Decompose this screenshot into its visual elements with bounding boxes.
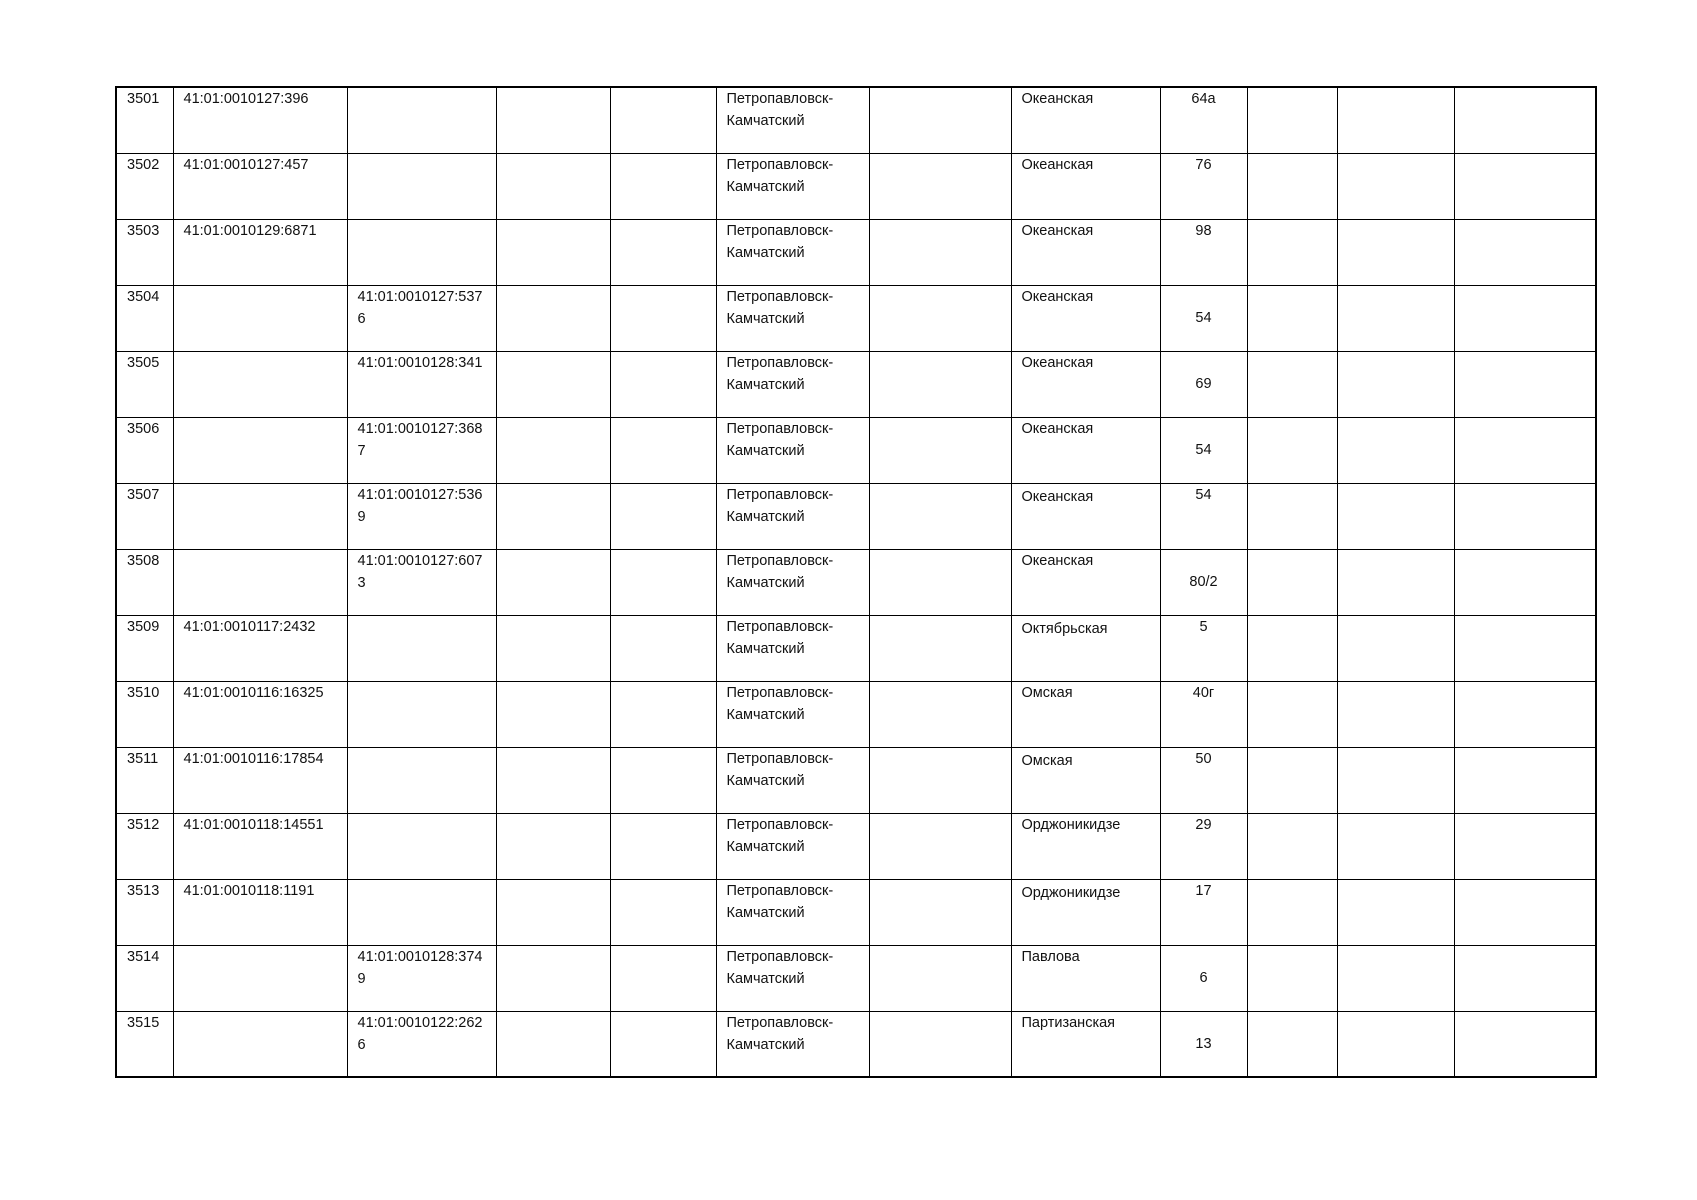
parcel-cadastral-number-cell-text: 41:01:0010118:1191 [183, 882, 315, 899]
parcel-cadastral-number-cell [173, 549, 347, 615]
table-row [116, 285, 1596, 351]
house-number-cell-text: 6 [1199, 970, 1208, 986]
building-cadastral-number-cell-text: 41:01:0010127:5369 [357, 486, 483, 525]
empty-cell-col10 [1247, 945, 1337, 1011]
row-number-cell [116, 285, 173, 351]
city-cell-text: Петропавловск-Камчатский [726, 288, 834, 327]
house-number-cell-text: 50 [1195, 750, 1212, 767]
row-number-cell-text: 3513 [127, 882, 160, 899]
city-cell [716, 879, 869, 945]
street-cell-text: Океанская [1021, 288, 1094, 305]
empty-cell-col12 [1454, 87, 1596, 153]
street-cell [1011, 153, 1160, 219]
city-cell [716, 813, 869, 879]
empty-cell-col11 [1337, 483, 1454, 549]
table-row [116, 351, 1596, 417]
city-cell-text: Петропавловск-Камчатский [726, 816, 834, 855]
city-cell [716, 417, 869, 483]
table-row [116, 483, 1596, 549]
city-cell-text: Петропавловск-Камчатский [726, 684, 834, 723]
empty-cell-col12 [1454, 153, 1596, 219]
row-number-cell [116, 945, 173, 1011]
city-cell-text: Петропавловск-Камчатский [726, 618, 834, 657]
table-row [116, 1011, 1596, 1077]
row-number-cell-text: 3502 [127, 156, 160, 173]
city-cell [716, 483, 869, 549]
street-cell [1011, 87, 1160, 153]
city-cell-text: Петропавловск-Камчатский [726, 948, 834, 987]
house-number-cell [1160, 285, 1247, 351]
city-cell-text: Петропавловск-Камчатский [726, 750, 834, 789]
parcel-cadastral-number-cell-text: 41:01:0010127:396 [183, 91, 309, 107]
empty-cell-col11 [1337, 87, 1454, 153]
empty-cell-col7 [869, 945, 1011, 1011]
city-cell [716, 681, 869, 747]
building-cadastral-number-cell [347, 945, 496, 1011]
empty-cell-col10 [1247, 285, 1337, 351]
empty-cell-col4 [496, 219, 610, 285]
parcel-cadastral-number-cell-text: 41:01:0010118:14551 [183, 816, 324, 833]
empty-cell-col7 [869, 219, 1011, 285]
house-number-cell-text: 54 [1195, 486, 1212, 503]
empty-cell-col10 [1247, 615, 1337, 681]
street-cell-text: Океанская [1021, 552, 1094, 569]
house-number-cell [1160, 747, 1247, 813]
street-cell [1011, 219, 1160, 285]
empty-cell-col11 [1337, 219, 1454, 285]
empty-cell-col10 [1247, 219, 1337, 285]
row-number-cell [116, 615, 173, 681]
empty-cell-col5 [610, 615, 716, 681]
empty-cell-col10 [1247, 681, 1337, 747]
row-number-cell [116, 153, 173, 219]
empty-cell-col12 [1454, 549, 1596, 615]
city-cell [716, 747, 869, 813]
row-number-cell [116, 747, 173, 813]
city-cell-text: Петропавловск-Камчатский [726, 156, 834, 195]
street-cell-text: Океанская [1021, 156, 1094, 173]
empty-cell-col11 [1337, 945, 1454, 1011]
house-number-cell-text: 98 [1195, 222, 1212, 239]
street-cell [1011, 681, 1160, 747]
empty-cell-col4 [496, 153, 610, 219]
empty-cell-col12 [1454, 219, 1596, 285]
empty-cell-col4 [496, 813, 610, 879]
street-cell-text: Омская [1021, 752, 1073, 769]
empty-cell-col7 [869, 747, 1011, 813]
empty-cell-col10 [1247, 483, 1337, 549]
building-cadastral-number-cell [347, 285, 496, 351]
parcel-cadastral-number-cell [173, 945, 347, 1011]
empty-cell-col4 [496, 681, 610, 747]
parcel-cadastral-number-cell [173, 417, 347, 483]
empty-cell-col7 [869, 813, 1011, 879]
row-number-cell-text: 3512 [127, 816, 160, 833]
table-body [116, 87, 1596, 1077]
house-number-cell-text: 69 [1195, 376, 1212, 392]
parcel-cadastral-number-cell [173, 813, 347, 879]
empty-cell-col5 [610, 483, 716, 549]
empty-cell-col7 [869, 483, 1011, 549]
street-cell [1011, 285, 1160, 351]
house-number-cell [1160, 87, 1247, 153]
house-number-cell [1160, 1011, 1247, 1077]
street-cell [1011, 813, 1160, 879]
empty-cell-col11 [1337, 285, 1454, 351]
city-cell-text: Петропавловск-Камчатский [726, 882, 834, 921]
row-number-cell-text: 3509 [127, 618, 160, 635]
parcel-cadastral-number-cell [173, 219, 347, 285]
parcel-cadastral-number-cell-text: 41:01:0010129:6871 [183, 222, 317, 239]
house-number-cell-text: 5 [1199, 618, 1208, 635]
empty-cell-col7 [869, 681, 1011, 747]
empty-cell-col12 [1454, 1011, 1596, 1077]
house-number-cell-text: 13 [1195, 1035, 1212, 1052]
row-number-cell [116, 1011, 173, 1077]
street-cell-text: Океанская [1021, 488, 1094, 505]
empty-cell-col11 [1337, 549, 1454, 615]
building-cadastral-number-cell [347, 879, 496, 945]
parcel-cadastral-number-cell [173, 747, 347, 813]
street-cell [1011, 1011, 1160, 1077]
empty-cell-col10 [1247, 87, 1337, 153]
empty-cell-col5 [610, 1011, 716, 1077]
house-number-cell [1160, 351, 1247, 417]
building-cadastral-number-cell-text: 41:01:0010128:3749 [357, 948, 483, 987]
building-cadastral-number-cell-text: 41:01:0010128:341 [357, 354, 483, 371]
parcel-cadastral-number-cell [173, 483, 347, 549]
street-cell-text: Океанская [1021, 420, 1094, 437]
empty-cell-col7 [869, 351, 1011, 417]
city-cell [716, 351, 869, 417]
empty-cell-col4 [496, 879, 610, 945]
city-cell-text: Петропавловск-Камчатский [726, 91, 834, 129]
empty-cell-col11 [1337, 879, 1454, 945]
building-cadastral-number-cell [347, 747, 496, 813]
row-number-cell-text: 3515 [127, 1014, 160, 1031]
building-cadastral-number-cell [347, 417, 496, 483]
house-number-cell-text: 29 [1195, 816, 1212, 833]
empty-cell-col12 [1454, 417, 1596, 483]
city-cell-text: Петропавловск-Камчатский [726, 1014, 834, 1053]
house-number-cell [1160, 153, 1247, 219]
empty-cell-col7 [869, 87, 1011, 153]
building-cadastral-number-cell [347, 153, 496, 219]
city-cell [716, 1011, 869, 1077]
row-number-cell [116, 813, 173, 879]
building-cadastral-number-cell [347, 549, 496, 615]
table-row [116, 87, 1596, 153]
row-number-cell [116, 681, 173, 747]
address-registry-table [115, 86, 1597, 1078]
street-cell [1011, 483, 1160, 549]
empty-cell-col12 [1454, 747, 1596, 813]
street-cell-text: Орджоникидзе [1021, 884, 1121, 901]
empty-cell-col5 [610, 681, 716, 747]
row-number-cell-text: 3510 [127, 684, 160, 701]
empty-cell-col12 [1454, 285, 1596, 351]
row-number-cell-text: 3504 [127, 288, 160, 305]
empty-cell-col5 [610, 945, 716, 1011]
empty-cell-col5 [610, 549, 716, 615]
house-number-cell [1160, 945, 1247, 1011]
table-row [116, 153, 1596, 219]
empty-cell-col5 [610, 351, 716, 417]
empty-cell-col5 [610, 879, 716, 945]
empty-cell-col5 [610, 747, 716, 813]
parcel-cadastral-number-cell [173, 153, 347, 219]
parcel-cadastral-number-cell-text: 41:01:0010117:2432 [183, 618, 316, 635]
table-row [116, 813, 1596, 879]
empty-cell-col10 [1247, 153, 1337, 219]
street-cell-text: Омская [1021, 684, 1073, 701]
row-number-cell [116, 483, 173, 549]
street-cell-text: Партизанская [1021, 1014, 1116, 1031]
house-number-cell [1160, 879, 1247, 945]
building-cadastral-number-cell [347, 483, 496, 549]
empty-cell-col12 [1454, 879, 1596, 945]
house-number-cell [1160, 549, 1247, 615]
empty-cell-col12 [1454, 615, 1596, 681]
city-cell [716, 615, 869, 681]
empty-cell-col7 [869, 153, 1011, 219]
table-row [116, 417, 1596, 483]
city-cell-text: Петропавловск-Камчатский [726, 222, 834, 261]
empty-cell-col7 [869, 417, 1011, 483]
empty-cell-col12 [1454, 813, 1596, 879]
empty-cell-col10 [1247, 747, 1337, 813]
empty-cell-col4 [496, 615, 610, 681]
empty-cell-col4 [496, 483, 610, 549]
parcel-cadastral-number-cell-text: 41:01:0010116:17854 [183, 750, 324, 767]
empty-cell-col11 [1337, 747, 1454, 813]
street-cell [1011, 549, 1160, 615]
street-cell-text: Орджоникидзе [1021, 816, 1121, 833]
empty-cell-col10 [1247, 549, 1337, 615]
building-cadastral-number-cell-text: 41:01:0010127:3687 [357, 420, 483, 459]
empty-cell-col11 [1337, 417, 1454, 483]
parcel-cadastral-number-cell [173, 1011, 347, 1077]
row-number-cell-text: 3506 [127, 420, 160, 437]
empty-cell-col5 [610, 417, 716, 483]
city-cell [716, 153, 869, 219]
street-cell [1011, 945, 1160, 1011]
city-cell [716, 219, 869, 285]
empty-cell-col4 [496, 351, 610, 417]
empty-cell-col4 [496, 945, 610, 1011]
building-cadastral-number-cell [347, 219, 496, 285]
empty-cell-col11 [1337, 681, 1454, 747]
street-cell-text: Океанская [1021, 91, 1094, 107]
row-number-cell-text: 3508 [127, 552, 160, 569]
building-cadastral-number-cell-text: 41:01:0010127:5376 [357, 288, 483, 327]
empty-cell-col10 [1247, 813, 1337, 879]
parcel-cadastral-number-cell [173, 879, 347, 945]
empty-cell-col10 [1247, 417, 1337, 483]
house-number-cell [1160, 483, 1247, 549]
street-cell [1011, 351, 1160, 417]
house-number-cell [1160, 417, 1247, 483]
empty-cell-col7 [869, 549, 1011, 615]
row-number-cell-text: 3514 [127, 948, 160, 965]
empty-cell-col7 [869, 1011, 1011, 1077]
street-cell [1011, 747, 1160, 813]
empty-cell-col4 [496, 1011, 610, 1077]
empty-cell-col7 [869, 879, 1011, 945]
city-cell [716, 945, 869, 1011]
house-number-cell [1160, 615, 1247, 681]
street-cell-text: Океанская [1021, 354, 1094, 371]
city-cell-text: Петропавловск-Камчатский [726, 486, 834, 525]
parcel-cadastral-number-cell [173, 285, 347, 351]
house-number-cell-text: 40г [1192, 684, 1215, 701]
house-number-cell-text: 17 [1195, 882, 1212, 899]
house-number-cell-text: 54 [1195, 310, 1212, 326]
house-number-cell [1160, 219, 1247, 285]
building-cadastral-number-cell [347, 351, 496, 417]
empty-cell-col5 [610, 219, 716, 285]
empty-cell-col4 [496, 747, 610, 813]
row-number-cell [116, 879, 173, 945]
house-number-cell [1160, 813, 1247, 879]
building-cadastral-number-cell [347, 87, 496, 153]
building-cadastral-number-cell [347, 813, 496, 879]
building-cadastral-number-cell-text: 41:01:0010127:6073 [357, 552, 483, 591]
row-number-cell [116, 351, 173, 417]
parcel-cadastral-number-cell-text: 41:01:0010127:457 [183, 156, 309, 173]
house-number-cell [1160, 681, 1247, 747]
row-number-cell [116, 219, 173, 285]
street-cell-text: Океанская [1021, 222, 1094, 239]
city-cell [716, 549, 869, 615]
table-row [116, 219, 1596, 285]
empty-cell-col4 [496, 417, 610, 483]
row-number-cell [116, 417, 173, 483]
parcel-cadastral-number-cell [173, 615, 347, 681]
empty-cell-col11 [1337, 813, 1454, 879]
building-cadastral-number-cell [347, 681, 496, 747]
street-cell-text: Павлова [1021, 948, 1080, 965]
row-number-cell [116, 549, 173, 615]
house-number-cell-text: 54 [1195, 442, 1212, 458]
empty-cell-col12 [1454, 681, 1596, 747]
house-number-cell-text: 76 [1195, 156, 1212, 173]
registry-table-container [115, 86, 1595, 1078]
empty-cell-col12 [1454, 351, 1596, 417]
table-row [116, 747, 1596, 813]
street-cell-text: Октябрьская [1021, 620, 1108, 637]
city-cell [716, 87, 869, 153]
empty-cell-col4 [496, 549, 610, 615]
building-cadastral-number-cell-text: 41:01:0010122:2626 [357, 1014, 483, 1053]
empty-cell-col10 [1247, 351, 1337, 417]
parcel-cadastral-number-cell [173, 681, 347, 747]
empty-cell-col5 [610, 813, 716, 879]
street-cell [1011, 615, 1160, 681]
row-number-cell-text: 3507 [127, 486, 160, 503]
empty-cell-col12 [1454, 483, 1596, 549]
empty-cell-col7 [869, 285, 1011, 351]
row-number-cell-text: 3505 [127, 354, 160, 371]
parcel-cadastral-number-cell [173, 351, 347, 417]
street-cell [1011, 417, 1160, 483]
building-cadastral-number-cell [347, 1011, 496, 1077]
empty-cell-col12 [1454, 945, 1596, 1011]
empty-cell-col10 [1247, 1011, 1337, 1077]
house-number-cell-text: 64а [1191, 91, 1216, 107]
parcel-cadastral-number-cell [173, 87, 347, 153]
row-number-cell-text: 3503 [127, 222, 160, 239]
table-row [116, 615, 1596, 681]
empty-cell-col7 [869, 615, 1011, 681]
empty-cell-col4 [496, 285, 610, 351]
row-number-cell-text: 3501 [127, 91, 160, 107]
empty-cell-col4 [496, 87, 610, 153]
empty-cell-col5 [610, 153, 716, 219]
table-row [116, 879, 1596, 945]
building-cadastral-number-cell [347, 615, 496, 681]
row-number-cell-text: 3511 [127, 750, 159, 767]
parcel-cadastral-number-cell-text: 41:01:0010116:16325 [183, 684, 324, 701]
empty-cell-col11 [1337, 615, 1454, 681]
empty-cell-col11 [1337, 351, 1454, 417]
city-cell-text: Петропавловск-Камчатский [726, 420, 834, 459]
city-cell-text: Петропавловск-Камчатский [726, 354, 834, 393]
house-number-cell-text: 80/2 [1189, 574, 1218, 590]
table-row [116, 681, 1596, 747]
empty-cell-col10 [1247, 879, 1337, 945]
empty-cell-col11 [1337, 153, 1454, 219]
empty-cell-col5 [610, 87, 716, 153]
city-cell [716, 285, 869, 351]
empty-cell-col5 [610, 285, 716, 351]
city-cell-text: Петропавловск-Камчатский [726, 552, 834, 591]
table-row [116, 945, 1596, 1011]
table-row [116, 549, 1596, 615]
empty-cell-col11 [1337, 1011, 1454, 1077]
row-number-cell [116, 87, 173, 153]
street-cell [1011, 879, 1160, 945]
